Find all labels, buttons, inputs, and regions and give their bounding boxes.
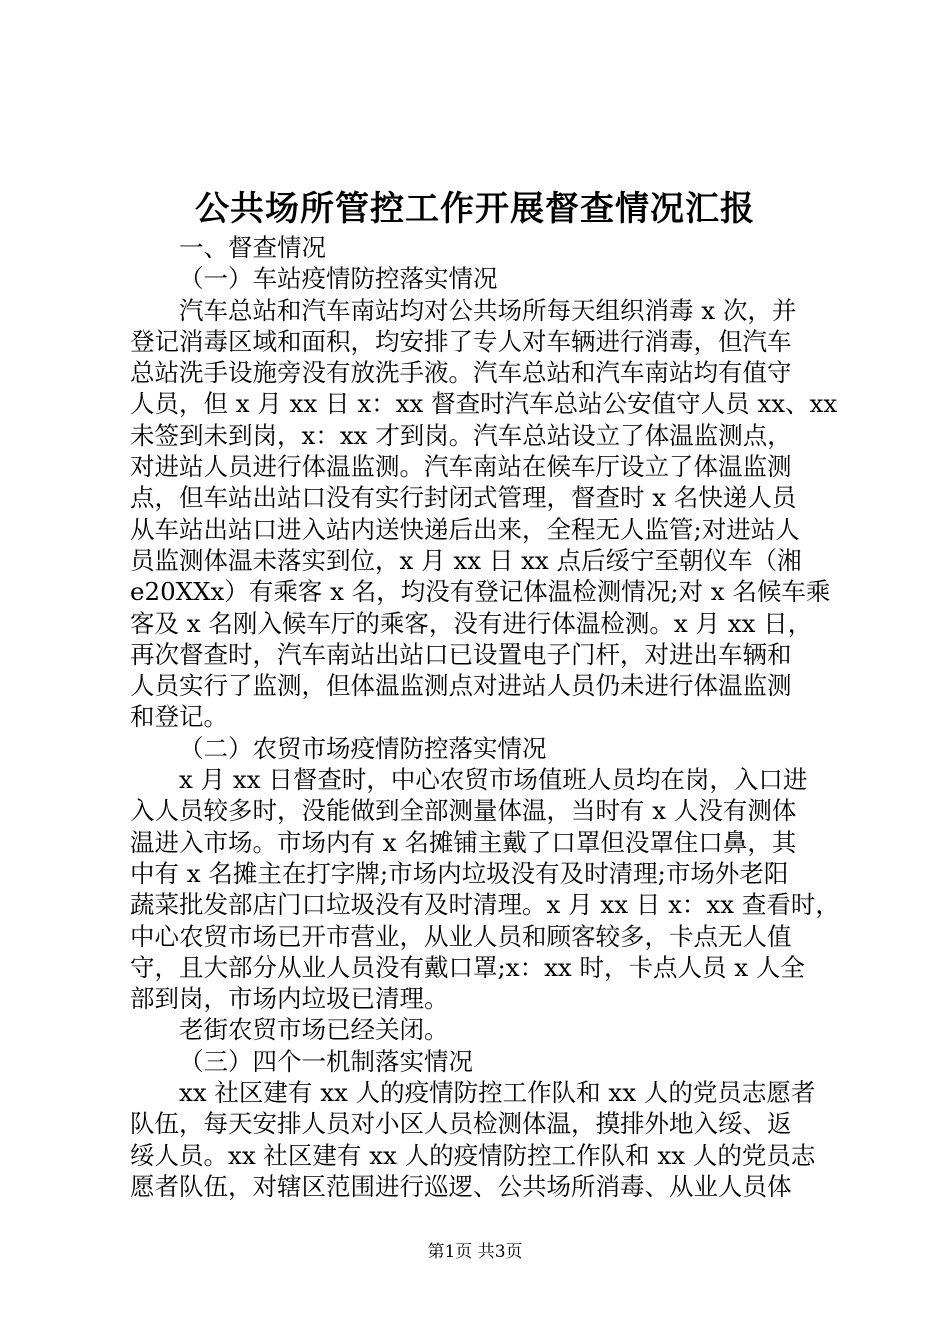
document-body xyxy=(130,232,840,1202)
paragraph-line: 再次督查时，汽车南站出站口已设置电子门杆，对进出车辆和 xyxy=(130,639,792,669)
paragraph-line: 中有 x 名摊主在打字牌;市场内垃圾没有及时清理;市场外老阳 xyxy=(130,858,789,888)
paragraph-line: e20XXx）有乘客 x 名，均没有登记体温检测情况;对 x 名候车乘 xyxy=(130,577,831,607)
subsection-heading: （三）四个一机制落实情况 xyxy=(179,1046,473,1076)
paragraph-line: 点，但车站出站口没有实行封闭式管理，督查时 x 名快递人员 xyxy=(130,483,797,513)
paragraph-line: 汽车总站和汽车南站均对公共场所每天组织消毒 x 次，并 xyxy=(179,295,797,325)
subsection-heading: （二）农贸市场疫情防控落实情况 xyxy=(179,733,547,763)
paragraph-line: 部到岗，市场内垃圾已清理。 xyxy=(130,984,449,1014)
paragraph-line: 愿者队伍，对辖区范围进行巡逻、公共场所消毒、从业人员体 xyxy=(130,1171,792,1201)
paragraph-line: 老街农贸市场已经关闭。 xyxy=(179,1015,449,1045)
page-number-footer: 第1页 共3页 xyxy=(427,1242,523,1262)
paragraph-line: 人员，但 x 月 xx 日 x：xx 督查时汽车总站公安值守人员 xx、xx xyxy=(130,389,838,419)
paragraph-line: 绥人员。xx 社区建有 xx 人的疫情防控工作队和 xx 人的党员志 xyxy=(130,1140,816,1170)
paragraph-line: 入人员较多时，没能做到全部测量体温，当时有 x 人没有测体 xyxy=(130,796,797,826)
paragraph-line: x 月 xx 日督查时，中心农贸市场值班人员均在岗，入口进 xyxy=(179,765,808,795)
paragraph-line: 登记消毒区域和面积，均安排了专人对车辆进行消毒，但汽车 xyxy=(130,326,792,356)
paragraph-line: 客及 x 名刚入候车厅的乘客，没有进行体温检测。x 月 xx 日， xyxy=(130,608,813,638)
paragraph-line: 对进站人员进行体温监测。汽车南站在候车厅设立了体温监测 xyxy=(130,452,792,482)
paragraph-line: 员监测体温未落实到位，x 月 xx 日 xx 点后绥宁至朝仪车（湘 xyxy=(130,545,802,575)
paragraph-line: 从车站出站口进入站内送快递后出来，全程无人监管;对进站人 xyxy=(130,514,800,544)
paragraph-line: 温进入市场。市场内有 x 名摊铺主戴了口罩但没罩住口鼻，其 xyxy=(130,827,797,857)
paragraph-line: 守，且大部分从业人员没有戴口罩;x：xx 时，卡点人员 x 人全 xyxy=(130,952,805,982)
paragraph-line: 蔬菜批发部店门口垃圾没有及时清理。x 月 xx 日 x：xx 查看时， xyxy=(130,890,840,920)
paragraph-line: 队伍，每天安排人员对小区人员检测体温，摸排外地入绥、返 xyxy=(130,1109,792,1139)
paragraph-line: xx 社区建有 xx 人的疫情防控工作队和 xx 人的党员志愿者 xyxy=(179,1078,816,1108)
paragraph-line: 总站洗手设施旁没有放洗手液。汽车总站和汽车南站均有值守 xyxy=(130,358,792,388)
section-heading: 一、督查情况 xyxy=(179,233,326,262)
document-title: 公共场所管控工作开展督查情况汇报 xyxy=(195,189,755,229)
paragraph-line: 未签到未到岗，x：xx 才到岗。汽车总站设立了体温监测点， xyxy=(130,420,792,450)
paragraph-line: 和登记。 xyxy=(130,702,228,732)
paragraph-line: 中心农贸市场已开市营业，从业人员和顾客较多，卡点无人值 xyxy=(130,921,792,951)
paragraph-line: 人员实行了监测，但体温监测点对进站人员仍未进行体温监测 xyxy=(130,671,792,701)
subsection-heading: （一）车站疫情防控落实情况 xyxy=(179,264,498,294)
